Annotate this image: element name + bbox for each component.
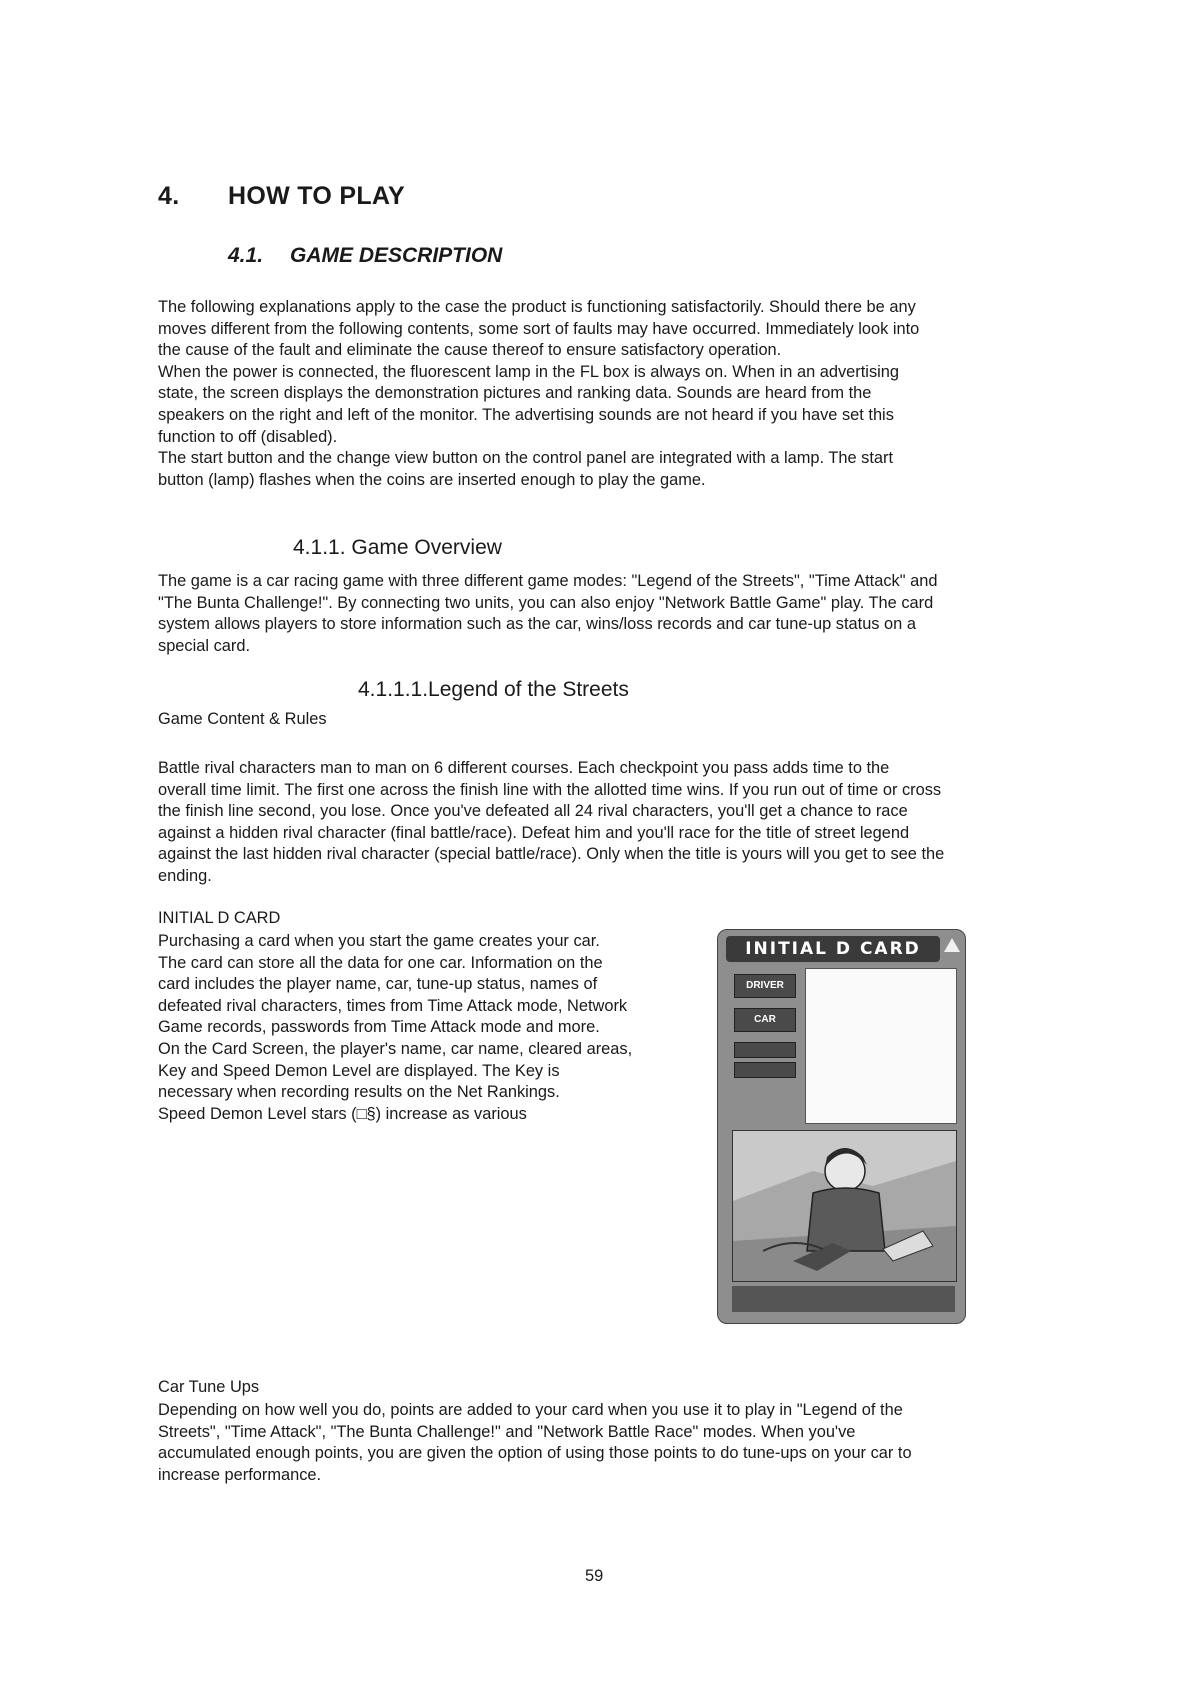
text-line: The card can store all the data for one car. Information on the <box>158 953 603 972</box>
card-label: INITIAL D CARD <box>158 909 281 927</box>
tune-label: Car Tune Ups <box>158 1378 260 1396</box>
card-tab-blank <box>734 1062 796 1078</box>
text-line: against the last hidden rival character (special battle/race). Only when the title is yours will you get to see the <box>158 845 945 864</box>
text-line: Purchasing a card when you start the game creates your car. <box>158 932 600 950</box>
card-tab-car: CAR <box>734 1008 796 1032</box>
subsection-title: GAME DESCRIPTION <box>290 244 503 267</box>
section-heading <box>158 182 405 211</box>
text-line: special card. <box>158 636 251 655</box>
card-title: INITIAL D CARD <box>726 936 940 962</box>
text-line: moves different from the following contents, some sort of faults may have occurred. Immediately look into <box>158 319 920 338</box>
rules-paragraph <box>158 758 1068 888</box>
card-info-panel <box>805 968 957 1124</box>
text-line: "The Bunta Challenge!". By connecting two units, you can also enjoy "Network Battle Game" play. The card <box>158 593 934 612</box>
text-line: Streets", "Time Attack", "The Bunta Challenge!" and "Network Battle Race" modes. When you've <box>158 1422 856 1441</box>
text-line: the cause of the fault and eliminate the cause thereof to ensure satisfactory operation. <box>158 341 782 360</box>
legend-heading: 4.1.1.1.Legend of the Streets <box>358 678 629 701</box>
text-line: increase performance. <box>158 1465 322 1484</box>
text-line: Key and Speed Demon Level are displayed. The Key is <box>158 1061 560 1080</box>
section-title: HOW TO PLAY <box>228 182 405 210</box>
card-paragraph <box>158 931 718 1125</box>
text-line: The game is a car racing game with three different game modes: "Legend of the Streets", "Time Attack" and <box>158 572 938 590</box>
text-line: overall time limit. The first one across the finish line with the allotted time wins. If you run out of time or cross <box>158 780 942 799</box>
overview-paragraph <box>158 571 1058 657</box>
text-line: card includes the player name, car, tune-up status, names of <box>158 975 598 994</box>
subsection-number: 4.1. <box>228 244 264 267</box>
text-line: ending. <box>158 866 212 885</box>
text-line: speakers on the right and left of the monitor. The advertising sounds are not heard if you have set this <box>158 405 894 424</box>
triangle-icon <box>944 938 960 952</box>
text-line: necessary when recording results on the Net Rankings. <box>158 1083 560 1102</box>
text-line: state, the screen displays the demonstration pictures and ranking data. Sounds are heard from the <box>158 384 872 403</box>
section-number: 4. <box>158 182 180 210</box>
card-tab-blank <box>734 1042 796 1058</box>
page-number: 59 <box>585 1567 604 1585</box>
text-line: defeated rival characters, times from Time Attack mode, Network <box>158 996 628 1015</box>
text-line: Battle rival characters man to man on 6 different courses. Each checkpoint you pass adds time to the <box>158 759 890 777</box>
text-line: system allows players to store information such as the car, wins/loss records and car tune-up status on a <box>158 615 916 634</box>
character-drawing <box>733 1131 956 1281</box>
rules-label: Game Content & Rules <box>158 710 327 728</box>
text-line: against a hidden rival character (final battle/race). Defeat him and you'll race for the title of street legend <box>158 823 910 842</box>
text-line: Depending on how well you do, points are added to your card when you use it to play in "Legend of the <box>158 1401 903 1419</box>
text-line: function to off (disabled). <box>158 427 338 446</box>
text-line: Game records, passwords from Time Attack mode and more. <box>158 1018 600 1037</box>
card-tab-driver: DRIVER <box>734 974 796 998</box>
overview-heading: 4.1.1. Game Overview <box>293 536 502 559</box>
text-line: The following explanations apply to the case the product is functioning satisfactorily. Should there be any <box>158 298 916 316</box>
tune-paragraph <box>158 1400 1058 1486</box>
text-line: the finish line second, you lose. Once you've defeated all 24 rival characters, you'll get a chance to race <box>158 802 908 821</box>
text-line: Speed Demon Level stars (□§) increase as various <box>158 1104 527 1123</box>
text-line: The start button and the change view button on the control panel are integrated with a lamp. The start <box>158 449 894 468</box>
text-line: On the Card Screen, the player's name, car name, cleared areas, <box>158 1039 633 1058</box>
text-line: accumulated enough points, you are given the option of using those points to do tune-ups on your car to <box>158 1444 912 1463</box>
text-line: When the power is connected, the fluorescent lamp in the FL box is always on. When in an advertising <box>158 362 900 381</box>
intro-paragraph <box>158 297 1058 491</box>
subsection-heading <box>228 244 502 268</box>
initial-d-card-image <box>717 929 966 1324</box>
text-line: button (lamp) flashes when the coins are inserted enough to play the game. <box>158 470 706 489</box>
card-character-illustration <box>732 1130 957 1282</box>
card-footer-strip <box>732 1286 955 1312</box>
